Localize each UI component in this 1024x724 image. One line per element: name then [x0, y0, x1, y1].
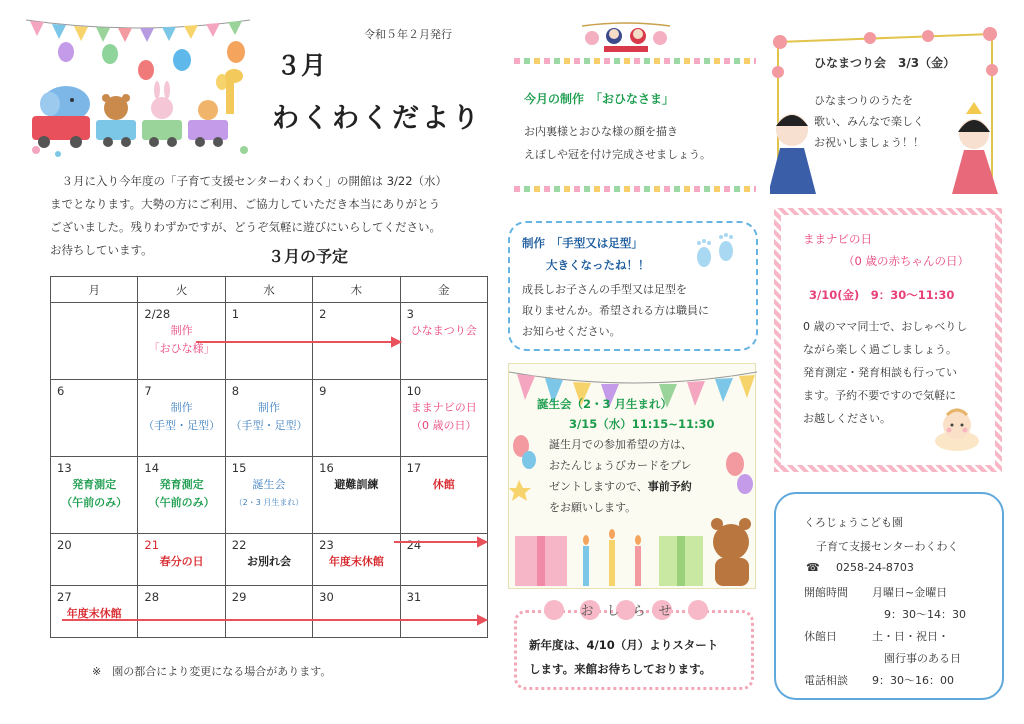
calendar-day-cell — [313, 379, 400, 456]
calendar-day-cell — [51, 379, 138, 456]
footprint-icon — [690, 231, 740, 271]
calendar-day-cell — [400, 533, 487, 585]
calendar-day-cell — [138, 585, 225, 637]
calendar-week-row — [51, 379, 488, 456]
birthday-title: 誕生会（2・3 月生まれ） — [537, 397, 673, 411]
birthday-line: おたんじょうびカードをプレ — [549, 459, 692, 472]
calendar-date: 16 — [319, 460, 334, 475]
calendar-day-cell — [400, 303, 487, 380]
calendar-week-row — [51, 585, 488, 637]
hinamatsuri-title: ひなまつり会 3/3（金） — [814, 56, 956, 70]
calendar-event: 制作 — [170, 400, 193, 414]
notice-label-text: お し ら せ — [580, 604, 672, 619]
footprint-title: 制作 「手型又は足型」 — [522, 236, 643, 250]
calendar-day-cell — [400, 585, 487, 637]
calendar-day-cell — [225, 533, 312, 585]
calendar-day-cell — [51, 456, 138, 533]
calendar-day-cell — [138, 379, 225, 456]
weekday-header: 水 — [225, 277, 312, 303]
calendar-date: 31 — [406, 589, 422, 604]
calendar-date: 27 — [57, 589, 72, 604]
birthday-time: 3/15（水）11:15~11:30 — [569, 417, 715, 431]
calendar-event: （2・3 月生まれ） — [234, 497, 304, 507]
calendar-week-row — [51, 533, 488, 585]
calendar-event: （午前のみ） — [148, 495, 215, 509]
intro-line: お待ちしています。 — [50, 243, 153, 257]
calendar-event: （手型・足型） — [230, 418, 308, 432]
calendar-date: 9 — [319, 383, 327, 398]
calendar-event: ひなまつり会 — [410, 324, 477, 337]
calendar-day-cell — [225, 303, 312, 380]
hinamatsuri-description — [814, 90, 924, 153]
calendar-week-row — [51, 456, 488, 533]
open-hours-label: 開館時間 — [804, 586, 848, 599]
calendar-day-cell — [138, 303, 225, 380]
birthday-bold-part: 事前予約 — [647, 480, 692, 493]
phone-consult-hours: 9：30～16：00 — [872, 674, 954, 687]
intro-line: ３月に入り今年度の「子育て支援センターわくわく」の開館は 3/22（水） — [50, 174, 448, 188]
decorative-border — [514, 186, 756, 192]
calendar-date: 29 — [231, 589, 247, 604]
birthday-section — [508, 363, 756, 589]
calendar-event: （0 歳の日） — [411, 418, 477, 432]
craft-line: お内裏様とおひな様の顔を描き — [524, 125, 678, 138]
calendar-date: 17 — [406, 460, 422, 475]
mamanavi-section — [774, 208, 1002, 472]
weekday-header-row — [51, 277, 488, 303]
calendar-day-cell — [313, 303, 400, 380]
intro-line: までとなります。大勢の方にご利用、ご協力していただき本当にありがとう — [50, 197, 441, 211]
calendar-day-cell — [51, 533, 138, 585]
mamanavi-line: ながら楽しく過ごしましょう。 — [803, 343, 957, 356]
calendar-day-cell — [225, 456, 312, 533]
footprint-subtitle: 大きくなったね！！ — [546, 258, 650, 272]
calendar-event: 「おひな様」 — [148, 342, 215, 355]
train-animals-illustration — [22, 12, 254, 160]
calendar-event: （午前のみ） — [61, 495, 128, 509]
closed-days: 土・日・祝日・ — [872, 630, 949, 643]
craft-description — [524, 120, 711, 166]
hinamatsuri-line: お祝いしましょう！！ — [814, 136, 924, 149]
craft-title: 今月の制作 「おひなさま」 — [524, 92, 675, 106]
calendar-date: 2/28 — [144, 307, 171, 321]
calendar-event: 避難訓練 — [334, 477, 379, 491]
calendar-event: 休館 — [432, 477, 455, 491]
calendar-date: 28 — [144, 589, 160, 604]
calendar-date: 8 — [231, 383, 240, 398]
footprint-description — [522, 279, 709, 342]
craft-line: えぼしや冠を付け完成させましょう。 — [524, 148, 711, 161]
calendar-date: 30 — [319, 589, 334, 604]
calendar-date: 10 — [406, 383, 422, 398]
calendar-day-cell — [313, 533, 400, 585]
calendar-event: 年度末休館 — [328, 554, 384, 568]
calendar-date: 24 — [406, 537, 422, 552]
calendar-event: 発育測定 — [159, 477, 204, 491]
birthday-line: ゼントしますので、事前予約 — [549, 480, 692, 493]
calendar-date: 23 — [319, 537, 334, 552]
calendar-date: 7 — [144, 383, 152, 398]
org-name: くろじょうこども園 — [804, 516, 903, 529]
notice-line: します。来館お待ちしております。 — [529, 662, 712, 676]
mamanavi-line: 発育測定・発育相談も行ってい — [803, 366, 957, 379]
mamanavi-line: 0 歳のママ同士で、おしゃべりし — [803, 320, 968, 333]
mamanavi-line: お越しください。 — [803, 412, 891, 425]
notice-section — [514, 610, 754, 690]
weekday-header: 金 — [400, 277, 487, 303]
craft-section — [514, 58, 756, 192]
calendar-week-row — [51, 303, 488, 380]
footprint-line: お知らせください。 — [522, 325, 621, 338]
calendar-event: 発育測定 — [72, 477, 117, 491]
weekday-header: 火 — [138, 277, 225, 303]
calendar-day-cell — [225, 585, 312, 637]
calendar-event: 春分の日 — [159, 554, 204, 568]
calendar-day-cell — [51, 303, 138, 380]
hinamatsuri-section — [770, 22, 1000, 194]
month-heading: ３月 — [276, 51, 327, 80]
footprint-section — [508, 221, 758, 351]
center-info-section — [774, 492, 1004, 700]
birthday-description — [549, 434, 692, 518]
calendar-date: 2 — [319, 307, 327, 321]
center-name: 子育て支援センターわくわく — [816, 540, 959, 553]
notice-label — [536, 598, 716, 622]
notice-line: 新年度は、4/10（月）よりスタート — [529, 638, 719, 652]
baby-illustration — [929, 403, 985, 453]
mamanavi-subtitle: （0 歳の赤ちゃんの日） — [843, 254, 969, 268]
weekday-header: 木 — [313, 277, 400, 303]
calendar-date: 21 — [144, 537, 160, 552]
mamanavi-time: 3/10(金) 9：30～11:30 — [809, 288, 955, 302]
schedule-note: ※ 園の都合により変更になる場合があります。 — [92, 665, 332, 678]
mamanavi-title: ままナビの日 — [803, 232, 872, 246]
calendar-date: 13 — [57, 460, 72, 475]
calendar-date: 20 — [57, 537, 72, 552]
birthday-line: をお願いします。 — [549, 501, 637, 514]
footprint-line: 取りませんか。希望される方は職員に — [522, 304, 709, 317]
hinamatsuri-line: 歌い、みんなで楽しく — [814, 115, 924, 128]
notice-text — [529, 633, 718, 681]
calendar-event: （手型・足型） — [143, 418, 221, 432]
calendar-day-cell — [313, 585, 400, 637]
calendar-day-cell — [225, 379, 312, 456]
phone-number: 0258-24-8703 — [836, 561, 914, 574]
open-days: 月曜日~金曜日 — [872, 586, 948, 599]
calendar-event: ままナビの日 — [410, 400, 477, 414]
calendar-event: お別れ会 — [246, 554, 291, 568]
birthday-line: 誕生月での参加希望の方は、 — [549, 438, 692, 451]
hinamatsuri-line: ひなまつりのうたを — [814, 94, 913, 107]
calendar-date: 1 — [231, 307, 240, 321]
calendar-day-cell — [400, 456, 487, 533]
calendar-day-cell — [313, 456, 400, 533]
open-hours: 9：30～14：30 — [884, 608, 966, 621]
weekday-header: 月 — [51, 277, 138, 303]
calendar-event: 誕生会 — [252, 477, 286, 491]
calendar-date: 14 — [144, 460, 160, 475]
mamanavi-line: ます。予約不要ですので気軽に — [803, 389, 957, 402]
decorative-border — [514, 58, 756, 64]
issue-date: 令和５年２月発行 — [364, 28, 452, 41]
newsletter-title: わくわくだより — [272, 103, 482, 134]
calendar-day-cell — [138, 456, 225, 533]
calendar-day-cell — [400, 379, 487, 456]
closed-extra: 園行事のある日 — [884, 652, 961, 665]
schedule-title: ３月の予定 — [268, 247, 349, 266]
intro-line: ございました。残りわずかですが、どうぞ気軽に遊びにいらしてください。 — [50, 220, 441, 234]
hina-dolls-icon — [578, 20, 674, 56]
monthly-calendar — [50, 276, 488, 638]
calendar-date: 3 — [406, 307, 414, 321]
phone-icon: ☎ — [806, 561, 820, 574]
calendar-event: 制作 — [170, 324, 193, 337]
calendar-event: 制作 — [257, 400, 280, 414]
calendar-date: 6 — [57, 383, 65, 398]
calendar-date: 15 — [231, 460, 247, 475]
footprint-line: 成長しお子さんの手型又は足型を — [522, 283, 687, 296]
closed-days-label: 休館日 — [804, 630, 837, 643]
calendar-date: 22 — [231, 537, 247, 552]
phone-consult-label: 電話相談 — [804, 674, 848, 687]
calendar-day-cell — [138, 533, 225, 585]
calendar-event: 年度末休館 — [66, 606, 122, 620]
calendar-day-cell — [51, 585, 138, 637]
